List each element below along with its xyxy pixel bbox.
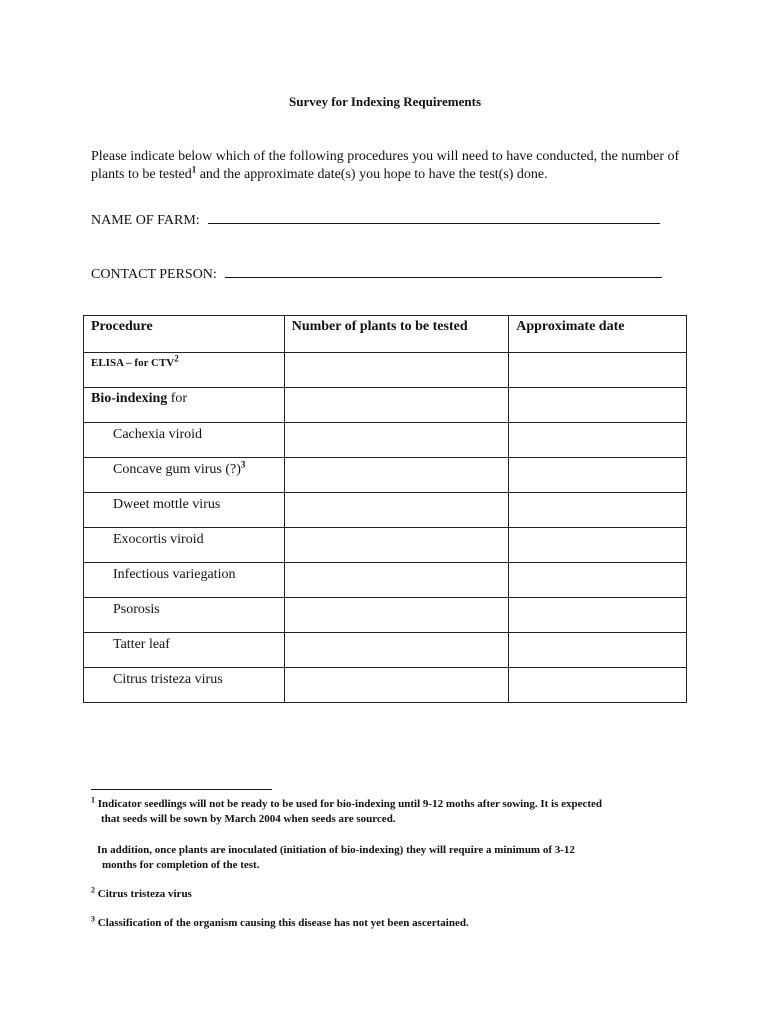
date-cell[interactable] <box>509 668 687 703</box>
plants-cell[interactable] <box>284 353 509 388</box>
contact-person-label: CONTACT PERSON: <box>91 267 217 282</box>
date-cell[interactable] <box>509 563 687 598</box>
header-approximate-date: Approximate date <box>509 316 687 353</box>
date-cell[interactable] <box>509 493 687 528</box>
procedure-name: Tatter leaf <box>84 633 285 668</box>
table-row <box>84 528 687 563</box>
instructions <box>91 148 691 184</box>
table-row <box>84 353 687 388</box>
date-cell[interactable] <box>509 458 687 493</box>
procedure-name <box>84 458 285 493</box>
table-row <box>84 458 687 493</box>
footnote-2 <box>91 887 192 902</box>
table-row <box>84 633 687 668</box>
procedure-name: Infectious variegation <box>84 563 285 598</box>
footnote-1 <box>91 797 602 827</box>
table-row <box>84 388 687 423</box>
footnote-1-line-1: Indicator seedlings will not be ready to be used for bio-indexing until 9-12 moths after sowing. It is expected <box>97 798 603 810</box>
procedure-name-text: Concave gum virus (?) <box>113 462 241 477</box>
header-procedure: Procedure <box>84 316 285 353</box>
footnote-1b-line-1: In addition, once plants are inoculated (initiation of bio-indexing) they will require a minimum of 3-12 <box>97 844 575 856</box>
plants-cell[interactable] <box>284 493 509 528</box>
table-row <box>84 423 687 458</box>
procedure-name: Cachexia viroid <box>84 423 285 458</box>
footnote-ref-2: 2 <box>174 353 179 364</box>
bio-indexing-suffix: for <box>167 391 188 406</box>
table-row <box>84 563 687 598</box>
procedure-name: Psorosis <box>84 598 285 633</box>
footnote-3 <box>91 916 469 931</box>
table-row <box>84 668 687 703</box>
procedure-table <box>83 315 687 703</box>
footnote-1-number: 1 <box>91 795 95 805</box>
plants-cell[interactable] <box>284 563 509 598</box>
procedure-name: Exocortis viroid <box>84 528 285 563</box>
header-number-of-plants: Number of plants to be tested <box>284 316 509 353</box>
plants-cell[interactable] <box>284 598 509 633</box>
date-cell[interactable] <box>509 633 687 668</box>
table-header-row <box>84 316 687 353</box>
bio-indexing-label: Bio-indexing <box>91 391 168 406</box>
footnote-1b-line-2: months for completion of the test. <box>102 859 260 871</box>
plants-cell[interactable] <box>284 388 509 423</box>
date-cell[interactable] <box>509 423 687 458</box>
procedure-elisa <box>84 353 285 388</box>
procedure-name: Dweet mottle virus <box>84 493 285 528</box>
plants-cell[interactable] <box>284 668 509 703</box>
procedure-name: Citrus tristeza virus <box>84 668 285 703</box>
date-cell[interactable] <box>509 388 687 423</box>
procedure-bio-indexing <box>84 388 285 423</box>
plants-cell[interactable] <box>284 423 509 458</box>
footnote-3-text: Classification of the organism causing this disease has not yet been ascertained. <box>97 917 469 929</box>
instructions-text-1: Please indicate below which of the following procedures you will need to have conducted, the number of plants to be tested <box>91 149 680 182</box>
page-title: Survey for Indexing Requirements <box>289 94 481 109</box>
footnote-divider <box>91 789 272 790</box>
instructions-text-2: and the approximate date(s) you hope to have the test(s) done. <box>196 167 548 182</box>
plants-cell[interactable] <box>284 528 509 563</box>
table-row <box>84 598 687 633</box>
footnote-2-text: Citrus tristeza virus <box>97 888 192 900</box>
farm-name-label: NAME OF FARM: <box>91 213 200 228</box>
date-cell[interactable] <box>509 528 687 563</box>
date-cell[interactable] <box>509 598 687 633</box>
footnote-2-number: 2 <box>91 885 95 895</box>
table-row <box>84 493 687 528</box>
footnote-3-number: 3 <box>91 914 95 924</box>
plants-cell[interactable] <box>284 458 509 493</box>
footnote-1-continued <box>97 843 575 873</box>
elisa-label: ELISA – for CTV <box>91 357 175 369</box>
farm-name-input-line[interactable] <box>208 210 660 224</box>
date-cell[interactable] <box>509 353 687 388</box>
footnote-1-line-2: that seeds will be sown by March 2004 when seeds are sourced. <box>101 813 396 825</box>
footnote-ref-3: 3 <box>240 459 246 470</box>
contact-person-field <box>91 264 662 283</box>
contact-person-input-line[interactable] <box>225 264 662 278</box>
footnote-ref-1: 1 <box>191 164 197 175</box>
plants-cell[interactable] <box>284 633 509 668</box>
farm-name-field <box>91 210 660 229</box>
